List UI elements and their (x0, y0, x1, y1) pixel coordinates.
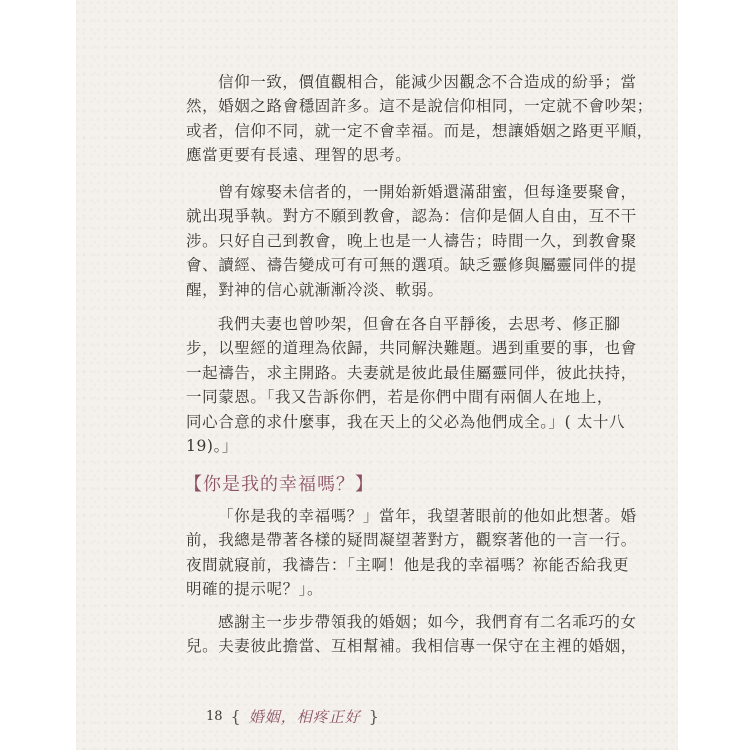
book-page (76, 0, 678, 750)
brace-close: } (368, 707, 379, 726)
paragraph-line: 信仰一致，價值觀相合，能減少因觀念不合造成的紛爭；當 (218, 73, 637, 91)
paragraph-line: 會、讀經、禱告變成可有可無的選項。缺乏靈修與屬靈同伴的提 (186, 256, 637, 275)
paragraph-5 (186, 610, 656, 659)
book-title: 婚姻，相疼正好 (248, 708, 361, 726)
paragraph-line: 前，我總是帶著各樣的疑問凝望著對方，觀察著他的一言一行。 (186, 531, 637, 550)
paragraph-1 (186, 70, 656, 168)
paragraph-line: 曾有嫁娶未信者的，一開始新婚還滿甜蜜，但每逢要聚會， (218, 183, 637, 201)
paragraph-2 (186, 180, 656, 302)
paragraph-line: 夜間就寢前，我禱告：「主啊！他是我的幸福嗎？祢能否給我更 (186, 555, 630, 574)
paragraph-line: 應當更要有長遠、理智的思考。 (186, 146, 412, 165)
paragraph-line: 明確的提示呢？」。 (186, 580, 324, 599)
brace-open: { (230, 707, 241, 726)
paragraph-3 (186, 312, 656, 458)
paragraph-line: 一起禱告，求主開路。夫妻就是彼此最佳屬靈同伴，彼此扶持， (186, 363, 637, 382)
paragraph-line: 兒。夫妻彼此擔當、互相幫補。我相信專一保守在主裡的婚姻， (186, 637, 637, 656)
paragraph-line: 醒，對神的信心就漸漸冷淡、軟弱。 (186, 280, 444, 299)
paragraph-4 (186, 504, 656, 602)
paragraph-line: 我們夫妻也曾吵架，但會在各自平靜後，去思考、修正腳 (218, 315, 621, 333)
paragraph-line: 19)。」 (186, 437, 239, 456)
paragraph-line: 「你是我的幸福嗎？」當年，我望著眼前的他如此想著。婚 (218, 507, 637, 525)
paragraph-line: 同心合意的求什麼事，我在天上的父必為他們成全。」( 太十八 (186, 412, 626, 431)
paragraph-line: 感謝主一步步帶領我的婚姻；如今，我們育有二名乖巧的女 (218, 613, 637, 631)
paragraph-line: 就出現爭執。對方不願到教會，認為：信仰是個人自由，互不干 (186, 207, 637, 226)
paragraph-line: 或者，信仰不同，就一定不會幸福。而是，想讓婚姻之路更平順， (186, 121, 653, 140)
paragraph-line: 一同蒙恩。「我又告訴你們，若是你們中間有兩個人在地上， (186, 388, 613, 407)
paragraph-line: 步，以聖經的道理為依歸，共同解決難題。遇到重要的事，也會 (186, 339, 637, 358)
page-number: 18 (206, 709, 223, 724)
section-heading: 【你是我的幸福嗎？】 (184, 474, 374, 495)
page-footer (206, 706, 379, 727)
paragraph-line: 涉。只好自己到教會，晚上也是一人禱告；時間一久，到教會聚 (186, 231, 637, 250)
paragraph-line: 然，婚姻之路會穩固許多。這不是說信仰相同，一定就不會吵架； (186, 97, 653, 116)
